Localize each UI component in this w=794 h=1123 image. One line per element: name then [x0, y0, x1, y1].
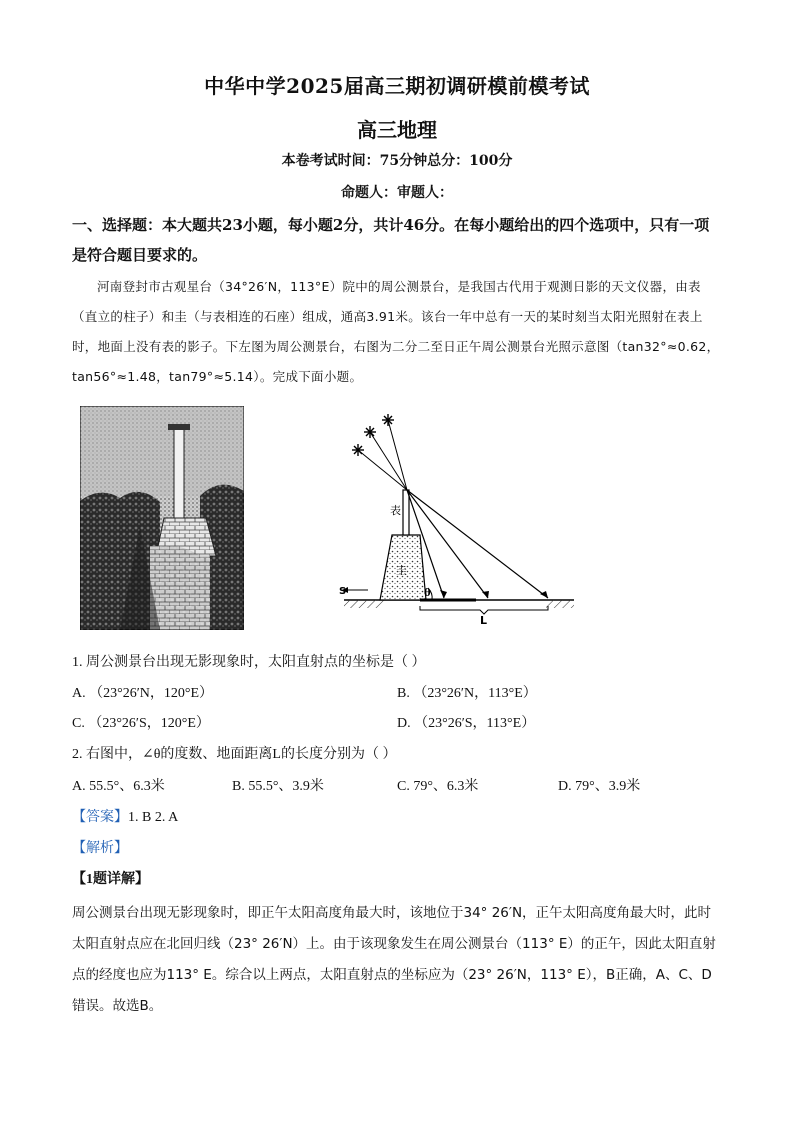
exam-info: 本卷考试时间：75分钟总分：100分	[281, 153, 513, 169]
question-2-option-a: A. 55.5°、6.3米	[72, 779, 165, 794]
analysis-text: 周公测景台出现无影现象时，即正午太阳高度角最大时，该地位于34° 26′N，正午太阳高度角最大时，此时太阳直射点应在北回归线（23° 26′N）上。由于该现象发生在周公测景台（113° E）的正午，因此太阳直射点的经度也应为113° E。综合以上两点，太阳直射点的坐标应为（23° 26′N，113° E），B正确，A、C、D错误。故选B。	[72, 905, 716, 1014]
question-2-option-b: B. 55.5°、3.9米	[232, 779, 324, 794]
sun-icon	[352, 414, 394, 456]
question-2-option-c: C. 79°、6.3米	[397, 779, 479, 794]
observatory-photo	[80, 406, 244, 630]
reading-passage: 河南登封市古观星台（34°26′N，113°E）院中的周公测景台，是我国古代用于观测日影的天文仪器，由表（直立的柱子）和圭（与表相连的石座）组成，通高3.91米。该台一年中总有一天的某时刻当太阳光照射在表上时，地面上没有表的影子。下左图为周公测景台，右图为二分二至日正午周公测景台光照示意图（tan32°≈0.62，tan56°≈1.48，tan79°≈5.14）。完成下面小题。	[72, 279, 720, 384]
label-l: L	[480, 614, 488, 626]
question-2-option-d: D. 79°、3.9米	[558, 779, 641, 794]
label-s: S	[339, 586, 347, 597]
sun-angle-diagram	[336, 410, 582, 626]
question-1-option-b: B. （23°26′N，113°E）	[397, 686, 537, 701]
question-1-option-d: D. （23°26′S，113°E）	[397, 716, 536, 731]
label-theta: θ	[424, 588, 431, 599]
exam-authors: 命题人：审题人：	[341, 185, 453, 201]
label-biao: 表	[390, 504, 401, 517]
question-2-stem: 2. 右图中，∠θ的度数、地面距离L的长度分别为（ ）	[72, 747, 397, 762]
question-1-option-c: C. （23°26′S，120°E）	[72, 716, 210, 731]
exam-subject: 高三地理	[357, 118, 437, 142]
label-gui: 圭	[396, 564, 407, 577]
answer-text: 1. B 2. A	[128, 810, 179, 825]
section-heading: 一、选择题：本大题共23小题，每小题2分，共计46分。在每小题给出的四个选项中，只有一项是符合题目要求的。	[72, 216, 710, 264]
answer-line	[72, 806, 178, 826]
analysis-tag	[72, 837, 128, 857]
exam-title: 中华中学2025届高三期初调研模前模考试	[204, 74, 590, 98]
analysis-subtag: 【1题详解】	[72, 872, 149, 887]
answer-tag: 【答案】	[72, 810, 128, 825]
question-1-option-a: A. （23°26′N，120°E）	[72, 686, 214, 701]
analysis-label: 【解析】	[72, 841, 128, 856]
question-1-stem: 1. 周公测景台出现无影现象时，太阳直射点的坐标是（ ）	[72, 655, 426, 670]
